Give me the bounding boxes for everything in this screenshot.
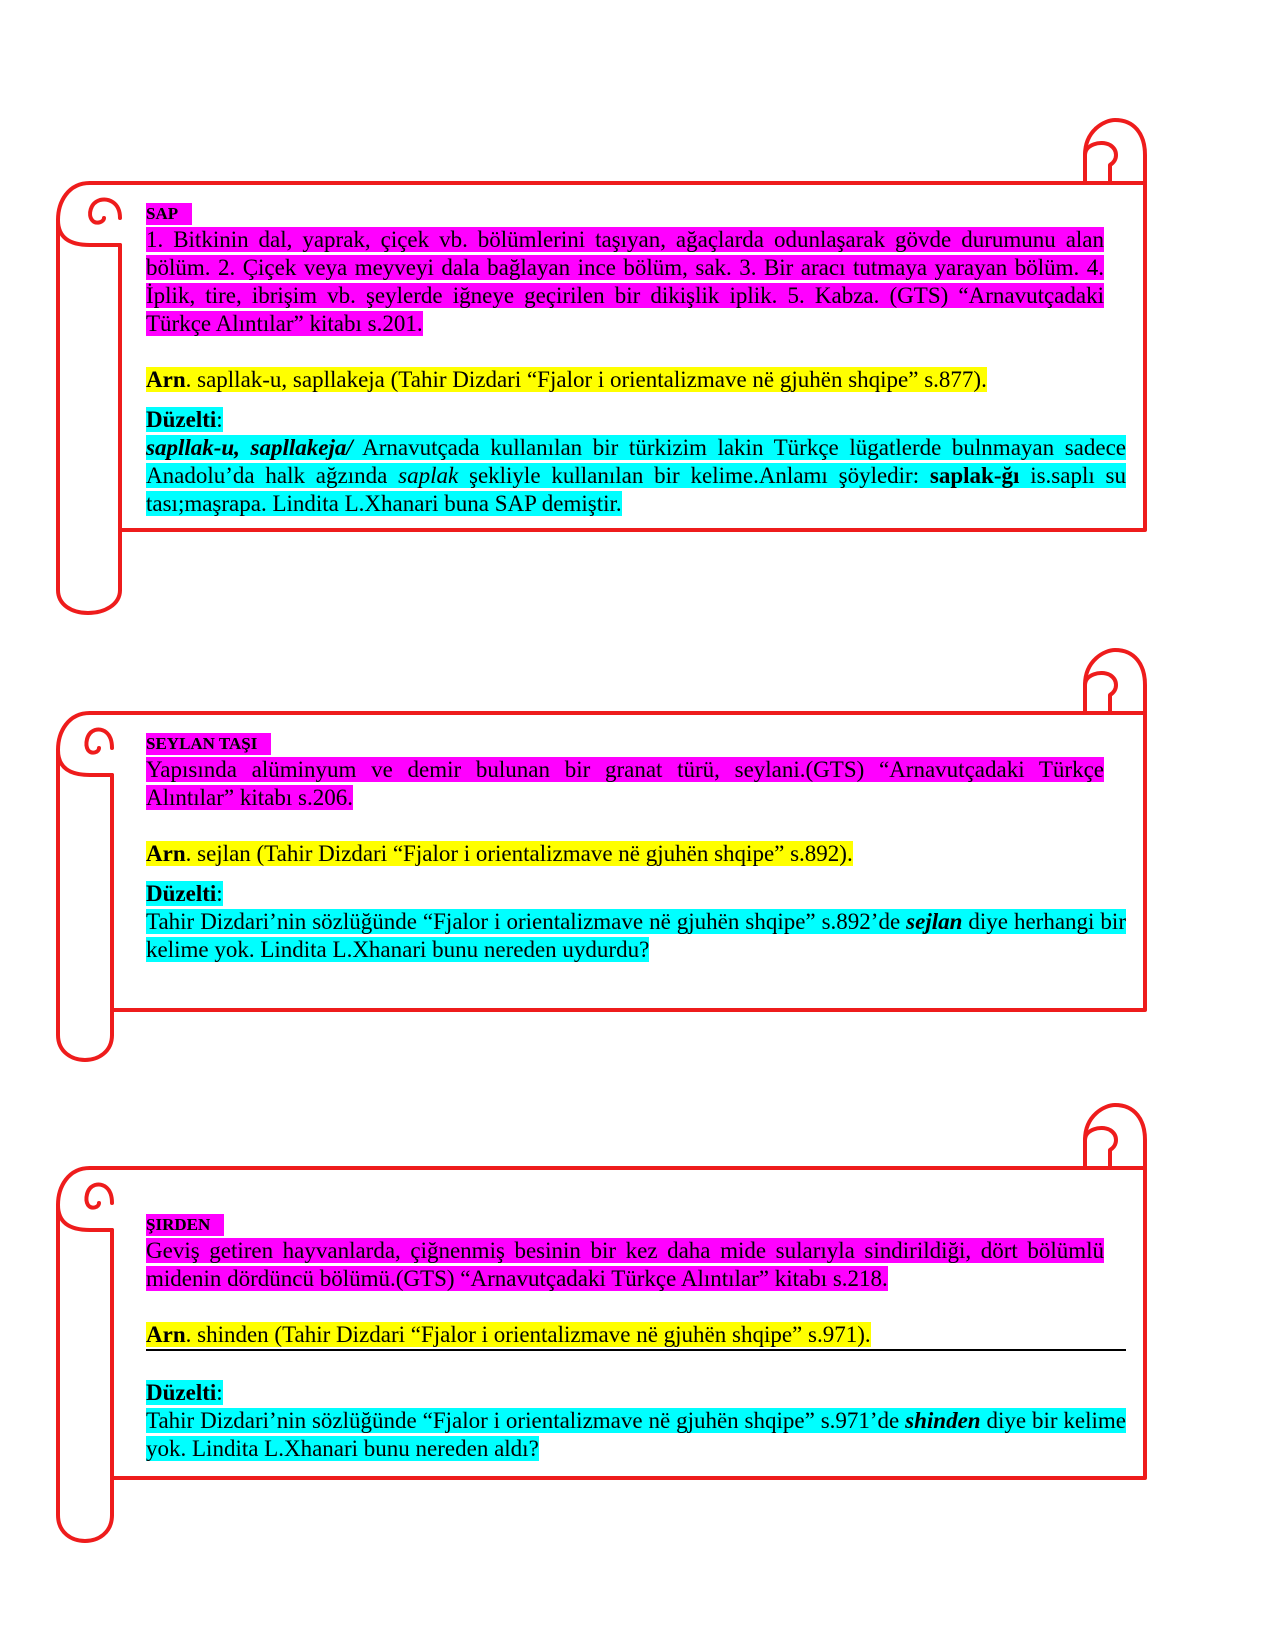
- correction-text: Tahir Dizdari’nin sözlüğünde “Fjalor i orientalizmave në gjuhën shqipe” s.971’de shinden diye bir kelime yok. Lindita L.Xhanari bunu nereden aldı?: [146, 1408, 1126, 1461]
- entry-headword: SAP: [146, 203, 192, 225]
- duzelti-label: Düzelti: [146, 881, 217, 906]
- entry-headword: SEYLAN TAŞI: [146, 733, 271, 755]
- scroll-entry-sap: [0, 110, 1275, 610]
- duzelti-label: Düzelti: [146, 407, 217, 432]
- duzelti-heading: Düzelti:: [146, 881, 223, 906]
- arn-label: Arn: [146, 841, 186, 866]
- arn-text: . sapllak-u, sapllakeja (Tahir Dizdari “Fjalor i orientalizmave në gjuhën shqipe” s.877).: [185, 367, 987, 392]
- correction-text: sapllak-u, sapllakeja/ Arnavutçada kullanılan bir türkizim lakin Türkçe lügatlerde bulnmayan sadece Anadolu’da halk ağzında saplak şekliyle kullanılan bir kelime.Anlamı şöyledir: saplak-ğı is.saplı su tası;maşrapa. Lindita L.Xhanari buna SAP demiştir.: [146, 435, 1127, 516]
- correction-text: Tahir Dizdari’nin sözlüğünde “Fjalor i orientalizmave në gjuhën shqipe” s.892’de sejlan diye herhangi bir kelime yok. Lindita L.Xhanari bunu nereden uydurdu?: [146, 909, 1126, 962]
- entry-definition: 1. Bitkinin dal, yaprak, çiçek vb. bölümlerini taşıyan, ağaçlarda odunlaşarak gövde durumunu alan bölüm. 2. Çiçek veya meyveyi dala bağlayan ince bölüm, sak. 3. Bir aracı tutmaya yarayan bölüm. 4. İplik, tire, ibrişim vb. şeylerde iğneye geçirilen bir dikişlik iplik. 5. Kabza. (GTS) “Arnavutçadaki Türkçe Alıntılar” kitabı s.201.: [146, 227, 1104, 336]
- albanian-equivalent: [146, 841, 853, 866]
- scroll-entry-sirden: [0, 1095, 1275, 1545]
- entry-definition: Geviş getiren hayvanlarda, çiğnenmiş besinin bir kez daha mide sularıyla sindirildiği, dört bölümlü midenin dördüncü bölümü.(GTS) “Arnavutçadaki Türkçe Alıntılar” kitabı s.218.: [146, 1238, 1104, 1291]
- duzelti-label: Düzelti: [146, 1380, 217, 1405]
- duzelti-heading: Düzelti:: [146, 407, 223, 432]
- duzelti-heading: Düzelti:: [146, 1380, 223, 1405]
- entry-headword: ŞIRDEN: [146, 1214, 224, 1236]
- albanian-equivalent: [146, 367, 987, 392]
- arn-label: Arn: [146, 367, 186, 392]
- entry-definition: Yapısında alüminyum ve demir bulunan bir granat türü, seylani.(GTS) “Arnavutçadaki Türkçe Alıntılar” kitabı s.206.: [146, 757, 1104, 810]
- arn-text: . sejlan (Tahir Dizdari “Fjalor i orientalizmave në gjuhën shqipe” s.892).: [185, 841, 853, 866]
- arn-text: . shinden (Tahir Dizdari “Fjalor i orientalizmave në gjuhën shqipe” s.971).: [185, 1322, 871, 1347]
- arn-label: Arn: [146, 1322, 186, 1347]
- horizontal-rule: [146, 1321, 1126, 1351]
- albanian-equivalent: [146, 1322, 871, 1347]
- scroll-entry-seylan-tasi: [0, 640, 1275, 1060]
